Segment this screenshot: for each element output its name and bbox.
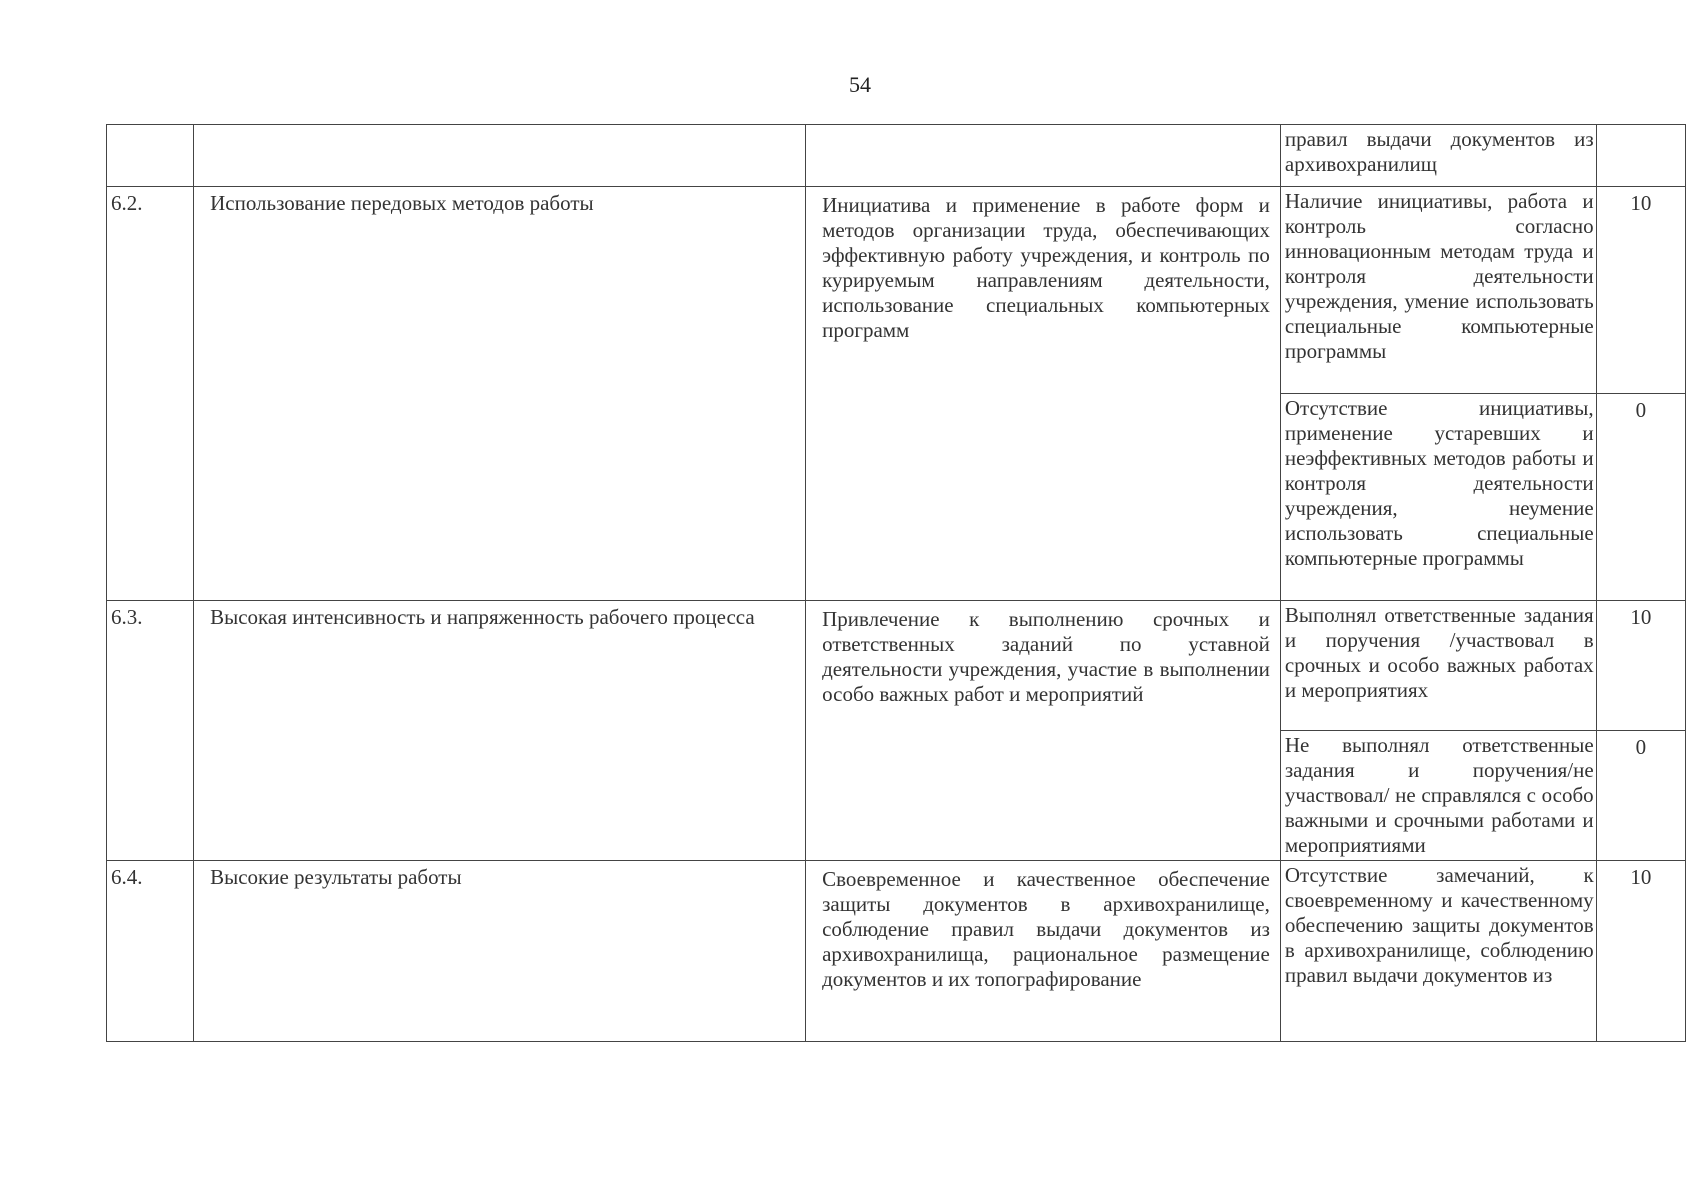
table-row bbox=[107, 187, 1686, 394]
condition-text: Наличие инициативы, работа и контроль согласно инновационным методам труда и контроля деятельности учреждения, умение использовать специальные компьютерные программы bbox=[1280, 187, 1596, 394]
page-number: 54 bbox=[849, 72, 871, 97]
points-value: 10 bbox=[1596, 601, 1685, 731]
condition-text: Не выполнял ответственные задания и поручения/не участвовал/ не справлялся с особо важными и срочными работами и мероприятиями bbox=[1280, 731, 1596, 861]
points-value: 10 bbox=[1596, 861, 1685, 1042]
criterion-description: Инициатива и применение в работе форм и методов организации труда, обеспечивающих эффективную работу учреждения, и контроль по курируемым направлениям деятельности, использование специальных компьютерных программ bbox=[806, 187, 1281, 601]
table-row bbox=[107, 125, 1686, 187]
row-number: 6.3. bbox=[107, 601, 194, 861]
row-number: 6.2. bbox=[107, 187, 194, 601]
condition-text: Отсутствие инициативы, применение устаревших и неэффективных методов работы и контроля деятельности учреждения, неумение использовать специальные компьютерные программы bbox=[1280, 394, 1596, 601]
criteria-table bbox=[106, 124, 1686, 1042]
criterion-description bbox=[806, 125, 1281, 187]
table-row bbox=[107, 601, 1686, 731]
points-value bbox=[1596, 125, 1685, 187]
criterion-name: Высокая интенсивность и напряженность рабочего процесса bbox=[194, 601, 806, 861]
points-value: 10 bbox=[1596, 187, 1685, 394]
criterion-name: Использование передовых методов работы bbox=[194, 187, 806, 601]
points-value: 0 bbox=[1596, 731, 1685, 861]
row-number: 6.4. bbox=[107, 861, 194, 1042]
row-number bbox=[107, 125, 194, 187]
criterion-name: Высокие результаты работы bbox=[194, 861, 806, 1042]
table-row bbox=[107, 861, 1686, 1042]
condition-text: Выполнял ответственные задания и поручения /участвовал в срочных и особо важных работах и мероприятиях bbox=[1280, 601, 1596, 731]
criterion-description: Своевременное и качественное обеспечение защиты документов в архивохранилище, соблюдение правил выдачи документов из архивохранилища, рациональное размещение документов и их топографирование bbox=[806, 861, 1281, 1042]
points-value: 0 bbox=[1596, 394, 1685, 601]
criterion-description: Привлечение к выполнению срочных и ответственных заданий по уставной деятельности учреждения, участие в выполнении особо важных работ и мероприятий bbox=[806, 601, 1281, 861]
condition-text: правил выдачи документов из архивохранилищ bbox=[1280, 125, 1596, 187]
condition-text: Отсутствие замечаний, к своевременному и качественному обеспечению защиты документов в архивохранилище, соблюдению правил выдачи документов из bbox=[1280, 861, 1596, 1042]
criterion-name bbox=[194, 125, 806, 187]
